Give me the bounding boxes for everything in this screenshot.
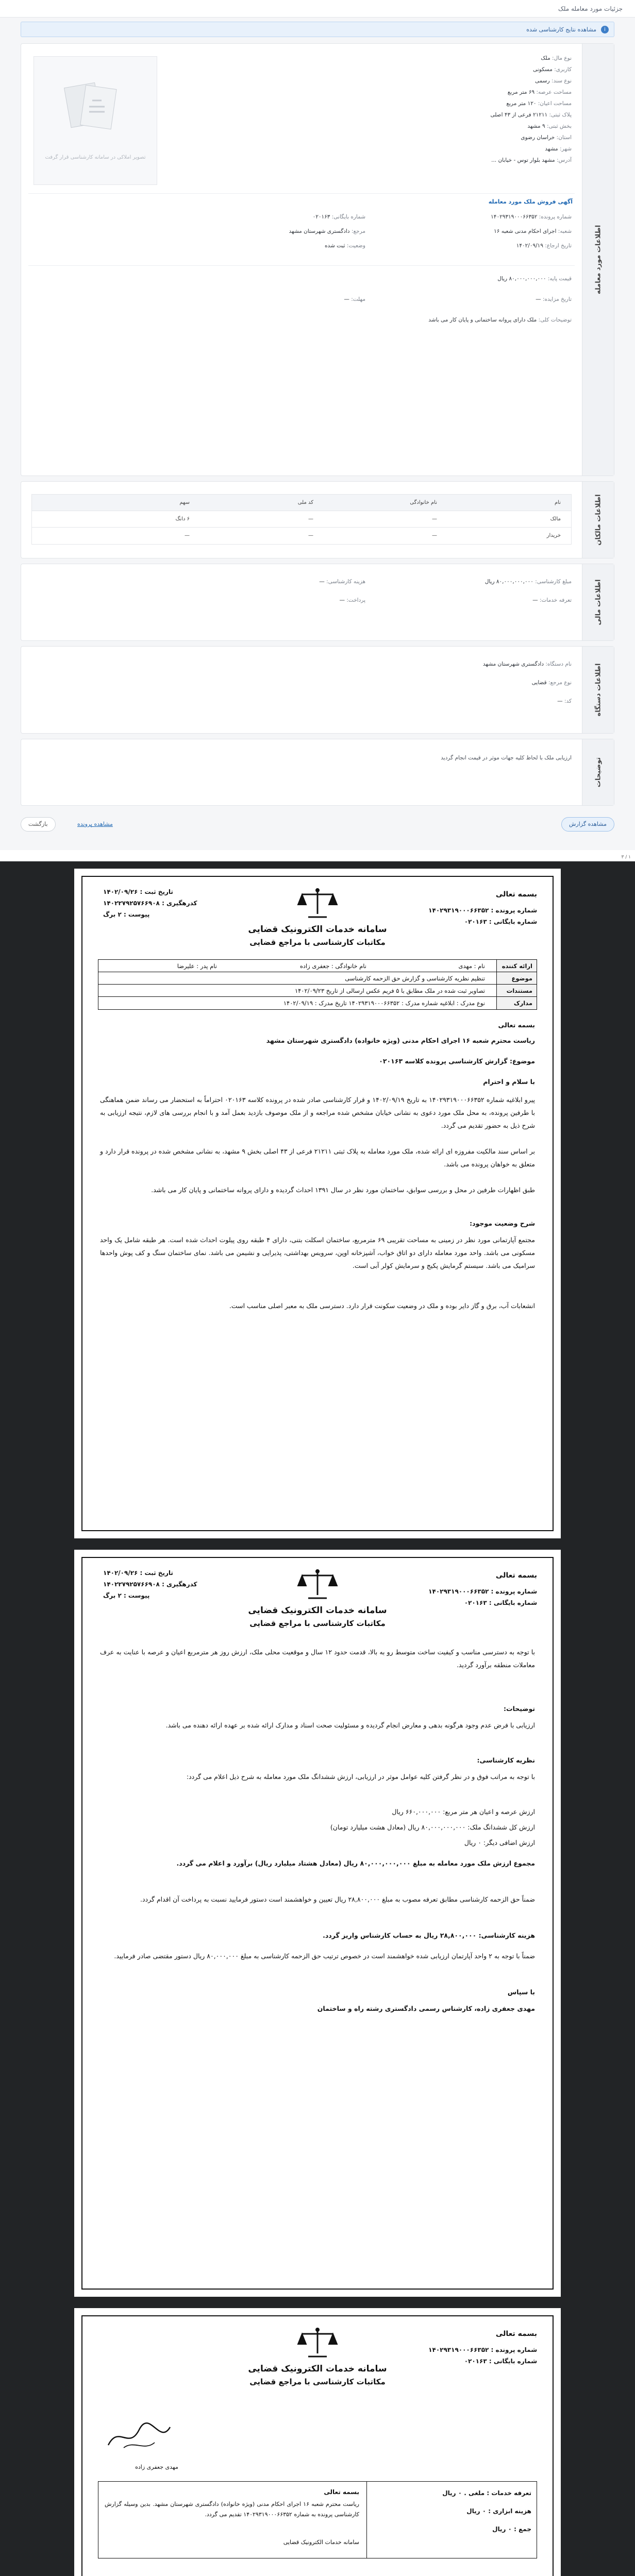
document-viewer[interactable] bbox=[0, 854, 635, 2576]
org-subtitle: مکاتبات کارشناسی با مراجع قضایی bbox=[249, 2377, 386, 2386]
field: نوع مرجع: قضایی bbox=[531, 680, 572, 686]
justice-scale-icon bbox=[297, 886, 338, 920]
field: هزینه کارشناسی: — bbox=[319, 579, 365, 585]
valuation-line: ارزش عرصه و اعیان هر متر مربع: ۶۶۰,۰۰۰,۰۰۰ ریال bbox=[392, 1808, 535, 1816]
footer-org: سامانه خدمات الکترونیک قضایی bbox=[283, 2539, 359, 2546]
property-image-placeholder bbox=[34, 56, 157, 185]
document-page-2 bbox=[74, 1550, 561, 2297]
fee-line: هزینه کارشناسی: ۲۸,۸۰۰,۰۰۰ ریال به حساب کارشناس واریز گردد. bbox=[323, 1931, 535, 1939]
justice-scale-icon bbox=[297, 1567, 338, 1601]
tracking-code: کدرهگیری : ۱۴۰۲۲۷۹۲۵۷۶۶۹۰۸ bbox=[103, 900, 197, 907]
info-alert[interactable] bbox=[21, 22, 614, 37]
view-case-link[interactable]: مشاهده پرونده bbox=[77, 821, 113, 827]
footer-box bbox=[98, 2481, 537, 2558]
field: پرداخت: — bbox=[339, 597, 365, 603]
section-tab bbox=[582, 647, 614, 733]
archive-number: شماره بایگانی : ۰۲۰۱۶۳ bbox=[464, 1599, 537, 1606]
letter-header bbox=[82, 877, 553, 954]
field: شماره بایگانی: ۰۲۰۱۶۳ bbox=[312, 214, 365, 220]
field: آدرس: مشهد بلوار توس - خیابان ... bbox=[491, 157, 572, 163]
org-subtitle: مکاتبات کارشناسی با مراجع قضایی bbox=[249, 1619, 386, 1628]
field: مبلغ کارشناسی: ۸۰,۰۰۰,۰۰۰,۰۰۰ ریال bbox=[484, 579, 572, 585]
signatory: مهدی جعفری زاده، کارشناس رسمی دادگستری رشته راه و ساختمان bbox=[317, 2005, 535, 2012]
section-heading: توضیحات: bbox=[504, 1705, 535, 1713]
field: نوع مال: ملک bbox=[541, 55, 572, 61]
letter-subject: موضوع: گزارش کارشناسی پرونده کلاسه ۰۲۰۱۶۳ bbox=[379, 1057, 535, 1065]
page-title: جزئیات مورد معامله ملک bbox=[558, 5, 623, 12]
info-alert-text: مشاهده نتایج کارشناسی شده bbox=[526, 26, 596, 33]
section-finance bbox=[21, 564, 614, 641]
back-button[interactable]: بازگشت bbox=[21, 817, 56, 832]
org-title: سامانه خدمات الکترونیک قضایی bbox=[248, 924, 387, 935]
section-label: اطلاعات مالی bbox=[594, 579, 602, 625]
section-tab bbox=[582, 564, 614, 640]
org-title: سامانه خدمات الکترونیک قضایی bbox=[248, 1605, 387, 1616]
table-cell: مالک bbox=[550, 516, 561, 522]
top-bar bbox=[0, 0, 635, 18]
letter-paragraph: بر اساس سند مالکیت مفروزه ای ارائه شده، ملک مورد معامله به پلاک ثبتی ۲۱۲۱۱ فرعی از ۴۳ اصلی بخش ۹ مشهد، به نشانی مشخص شده در پرونده قرار دارد و متعلق به خواهان پرونده می باشد. bbox=[100, 1147, 535, 1168]
section-tab bbox=[582, 44, 614, 476]
letter-recipient: ریاست محترم شعبه ۱۶ اجرای احکام مدنی (ویژه خانواده) دادگستری شهرستان مشهد bbox=[266, 1037, 535, 1044]
field: قیمت پایه: ۸۰,۰۰۰,۰۰۰,۰۰۰ ریال bbox=[497, 276, 572, 282]
section-label: اطلاعات مورد معامله bbox=[594, 225, 602, 295]
section-heading: شرح وضعیت موجود: bbox=[470, 1219, 535, 1227]
field: توضیحات کلی: ملک دارای پروانه ساختمانی و پایان کار می باشد bbox=[428, 317, 572, 323]
fee-line: تعرفه خدمات : ملغی . ۰ ریال bbox=[442, 2489, 531, 2497]
letter-paragraph: با توجه به مراتب فوق و در نظر گرفتن کلیه عوامل موثر در ارزیابی، ارزش ششدانگ ملک مورد معامله به شرح ذیل اعلام می گردد: bbox=[186, 1773, 535, 1781]
fee-column bbox=[366, 2482, 537, 2558]
besmellah: بسمه تعالی bbox=[495, 1571, 537, 1580]
section-subheading[interactable]: آگهی فروش ملک مورد معامله bbox=[488, 198, 573, 205]
section-heading: نظریه کارشناسی: bbox=[477, 1756, 535, 1764]
field: استان: خراسان رضوی bbox=[521, 134, 572, 141]
table-cell: ۶ دانگ bbox=[175, 516, 190, 522]
section-label: اطلاعات دستگاه bbox=[594, 663, 602, 717]
field: شماره پرونده: ۱۴۰۲۹۳۱۹۰۰۰۶۶۳۵۲ bbox=[491, 214, 572, 220]
info-table bbox=[98, 959, 537, 1010]
column-header: کد ملی bbox=[297, 500, 313, 505]
table-cell: — bbox=[432, 516, 437, 522]
field: کاربری: مسکونی bbox=[533, 66, 572, 73]
section-property-info bbox=[21, 43, 614, 476]
case-number: شماره پرونده : ۱۴۰۲۹۳۱۹۰۰۰۶۶۳۵۲ bbox=[428, 1588, 537, 1595]
case-details-screen bbox=[0, 0, 635, 850]
field: مرجع: دادگستری شهرستان مشهد bbox=[289, 228, 365, 234]
column-header: سهم bbox=[179, 500, 190, 505]
field: نام دستگاه: دادگستری شهرستان مشهد bbox=[482, 661, 572, 667]
archive-number: شماره بایگانی : ۰۲۰۱۶۳ bbox=[464, 2358, 537, 2365]
info-row: مستندات تصاویر ثبت شده در ملک مطابق با ۵ فریم عکس ارسالی از تاریخ ۱۴۰۲/۰۹/۲۳ bbox=[98, 985, 537, 997]
signer-name: مهدی جعفری زاده bbox=[135, 2464, 178, 2470]
besmellah: بسمه تعالی bbox=[495, 2330, 537, 2338]
letter-paragraph: پیرو ابلاغیه شماره ۱۴۰۲۹۳۱۹۰۰۰۶۶۳۵۲ به تاریخ ۱۴۰۲/۰۹/۱۹ و قرار کارشناسی صادر شده در پرونده کلاسه ۰۲۰۱۶۳ احتراماً به استحضار می رساند ضمن هماهنگی با طرفین پرونده، به محل ملک مورد دعوی به نشانی خیابان مشخص شده مراجعه و از ملک موصوف بازدید بعمل آمد و با انجام بررسی های لازم، نتیجه ارزیابی به شرح ذیل به حضور تقدیم می گردد. bbox=[100, 1096, 535, 1129]
page-indicator: ۱ / ۳ bbox=[621, 855, 631, 860]
field: پلاک ثبتی: ۲۱۲۱۱ فرعی از ۴۳ اصلی bbox=[490, 112, 572, 118]
section-tab bbox=[582, 739, 614, 805]
field: کد: — bbox=[557, 698, 572, 704]
letter-paragraph: ضمناً حق الزحمه کارشناسی مطابق تعرفه مصوب به مبلغ ۲۸,۸۰۰,۰۰۰ ریال تعیین و خواهشمند است دستور فرمایید نسبت به پرداخت آن اقدام گردد. bbox=[140, 1895, 535, 1903]
registration-date: تاریخ ثبت : ۱۴۰۲/۰۹/۲۶ bbox=[103, 888, 173, 895]
view-report-button[interactable]: مشاهده گزارش bbox=[561, 817, 614, 832]
info-row: مدارک نوع مدرک : ابلاغیه شماره مدرک : ۱۴۰۲۹۳۱۹۰۰۰۶۶۳۵۲ تاریخ مدرک : ۱۴۰۲/۰۹/۱۹ bbox=[98, 997, 537, 1009]
action-bar bbox=[21, 814, 614, 835]
info-icon: i bbox=[601, 26, 609, 33]
section-device bbox=[21, 646, 614, 734]
field: مهلت: — bbox=[344, 296, 365, 302]
letter-paragraph: با توجه به دسترسی مناسب و کیفیت ساخت متوسط رو به بالا، قدمت حدود ۱۲ سال و موقعیت محلی ملک، ارزش روز هر مترمربع اعیان و عرصه با عنایت به عرف معاملات منطقه برآورد گردید. bbox=[100, 1648, 535, 1669]
letter-besmellah: بسمه تعالی bbox=[498, 1021, 535, 1029]
field: شهر: مشهد bbox=[545, 146, 572, 152]
registration-date: تاریخ ثبت : ۱۴۰۲/۰۹/۲۶ bbox=[103, 1569, 173, 1577]
info-row: موضوع تنظیم نظریه کارشناسی و گزارش حق الزحمه کارشناسی bbox=[98, 972, 537, 985]
section-tab bbox=[582, 482, 614, 558]
case-number: شماره پرونده : ۱۴۰۲۹۳۱۹۰۰۰۶۶۳۵۲ bbox=[428, 2346, 537, 2353]
org-subtitle: مکاتبات کارشناسی با مراجع قضایی bbox=[249, 938, 386, 947]
section-label: توضیحات bbox=[594, 757, 602, 788]
letter-header bbox=[82, 1558, 553, 1635]
signature-image bbox=[103, 2419, 175, 2455]
image-caption: تصویر املاکی در سامانه کارشناسی قرار گرفت bbox=[45, 155, 146, 160]
letter-paragraph: مجتمع آپارتمانی مورد نظر در زمینی به مساحت تقریبی ۶۹ مترمربع، ساختمان اسکلت بتنی، دارای ۴ طبقه روی پیلوت احداث شده است. هر طبقه شامل یک واحد مسکونی می باشد. واحد مورد معامله دارای دو اتاق خواب، آشپزخانه اوپن، سرویس بهداشتی، پذیرایی و نشیمن می باشد. نمای ساختمان سنگ و کف پوش واحدها سرامیک می باشد. سیستم گرمایش پکیج و سرمایش کولر آبی است. bbox=[100, 1236, 536, 1269]
field: مساحت عرصه: ۶۹ متر مربع bbox=[507, 89, 572, 95]
table-cell: — bbox=[308, 533, 313, 538]
section-label: اطلاعات مالکان bbox=[594, 494, 602, 546]
field: نوع سند: رسمی bbox=[534, 78, 572, 84]
table-header bbox=[32, 495, 571, 511]
table-cell: خریدار bbox=[546, 533, 561, 538]
table-cell: — bbox=[308, 516, 313, 522]
letter-header bbox=[82, 2316, 553, 2394]
section-owners bbox=[21, 481, 614, 558]
attachment-count: پیوست : ۲ برگ bbox=[103, 1592, 150, 1599]
table-cell: — bbox=[432, 533, 437, 538]
table-cell: — bbox=[185, 533, 190, 538]
page-frame bbox=[81, 1557, 554, 2290]
valuation-line: ارزش اضافی دیگر: ۰ ریال bbox=[464, 1839, 535, 1846]
archive-number: شماره بایگانی : ۰۲۰۱۶۳ bbox=[464, 918, 537, 925]
table-row[interactable] bbox=[32, 511, 571, 528]
document-page-1 bbox=[74, 869, 561, 1538]
field: مساحت اعیان: ۱۲۰ متر مربع bbox=[506, 100, 572, 107]
tracking-code: کدرهگیری : ۱۴۰۲۲۷۹۲۵۷۶۶۹۰۸ bbox=[103, 1581, 197, 1588]
letter-paragraph: انشعابات آب، برق و گاز دایر بوده و ملک در وضعیت سکونت قرار دارد. دسترسی ملک به معبر اصلی مناسب است. bbox=[229, 1302, 535, 1310]
field: تعرفه خدمات: — bbox=[532, 597, 572, 603]
justice-scale-icon bbox=[297, 2326, 338, 2360]
section-description bbox=[21, 739, 614, 806]
valuation-total: مجموع ارزش ملک مورد معامله به مبلغ ۸۰,۰۰۰,۰۰۰,۰۰۰ ریال (معادل هشتاد میلیارد ریال) برآورد و اعلام می گردد. bbox=[176, 1859, 535, 1867]
divider bbox=[28, 265, 575, 266]
valuation-line: ارزش کل ششدانگ ملک: ۸۰,۰۰۰,۰۰۰,۰۰۰ ریال (معادل هشت میلیارد تومان) bbox=[330, 1823, 535, 1831]
field: وضعیت: ثبت شده bbox=[325, 243, 365, 249]
besmellah: بسمه تعالی bbox=[495, 890, 537, 899]
footer-text: ریاست محترم شعبه ۱۶ اجرای احکام مدنی (ویژه خانواده) دادگستری شهرستان مشهد. بدین وسیله گزارش کارشناسی پرونده به شماره ۱۴۰۲۹۳۱۹۰۰۰۶۶۳۵۲ تقدیم می گردد. bbox=[105, 2501, 359, 2518]
letter-paragraph: طبق اظهارات طرفین در محل و بررسی سوابق، ساختمان مورد نظر در سال ۱۳۹۱ احداث گردیده و دارای پروانه ساختمانی و پایان کار می باشد. bbox=[151, 1186, 535, 1194]
letter-greeting: با سلام و احترام bbox=[483, 1078, 535, 1086]
divider bbox=[28, 193, 575, 194]
owners-table bbox=[31, 494, 572, 545]
letter-paragraph: ضمناً با توجه به ۲ واحد آپارتمان ارزیابی شده خواهشمند است در خصوص ترتیب حق الزحمه کارشناسی به مبلغ ۸۰,۰۰۰,۰۰۰ ریال دستور مقتضی صادر فرمایید. bbox=[114, 1952, 535, 1960]
case-number: شماره پرونده : ۱۴۰۲۹۳۱۹۰۰۰۶۶۳۵۲ bbox=[428, 907, 537, 914]
fee-line: هزینه ابزاری : ۰ ریال bbox=[466, 2507, 531, 2515]
letter-paragraph: ارزیابی با فرض عدم وجود هرگونه بدهی و معارض انجام گردیده و مسئولیت صحت اسناد و مدارک ارائه شده بر عهده ارائه دهنده می باشد. bbox=[165, 1721, 535, 1729]
document-page-3 bbox=[74, 2308, 561, 2576]
column-header: نام خانوادگی bbox=[410, 500, 437, 505]
field: بخش ثبتی: ۹ مشهد bbox=[527, 123, 572, 129]
info-row: ارائه کننده نام : مهدی نام خانوادگی : جعفری زاده نام پدر : علیرضا bbox=[98, 960, 537, 972]
closing: با سپاس bbox=[507, 1988, 535, 1996]
column-header: نام bbox=[554, 500, 561, 505]
fee-line: جمع : ۰ ریال bbox=[492, 2526, 531, 2533]
table-row[interactable] bbox=[32, 528, 571, 544]
page-frame bbox=[81, 876, 554, 1531]
page-frame bbox=[81, 2315, 554, 2576]
document-icon bbox=[62, 80, 124, 134]
description-text: ارزیابی ملک با لحاظ کلیه جهات موثر در قیمت انجام گردید bbox=[441, 755, 572, 761]
field: تاریخ ارجاع: ۱۴۰۲/۰۹/۱۹ bbox=[516, 243, 572, 249]
viewer-toolbar bbox=[0, 854, 635, 861]
footer-note bbox=[98, 2482, 365, 2558]
field: تاریخ مزایده: — bbox=[536, 296, 572, 302]
org-title: سامانه خدمات الکترونیک قضایی bbox=[248, 2364, 387, 2374]
field: شعبه: اجرای احکام مدنی شعبه ۱۶ bbox=[494, 228, 572, 234]
attachment-count: پیوست : ۲ برگ bbox=[103, 911, 150, 918]
footer-besmellah: بسمه تعالی bbox=[324, 2488, 359, 2496]
